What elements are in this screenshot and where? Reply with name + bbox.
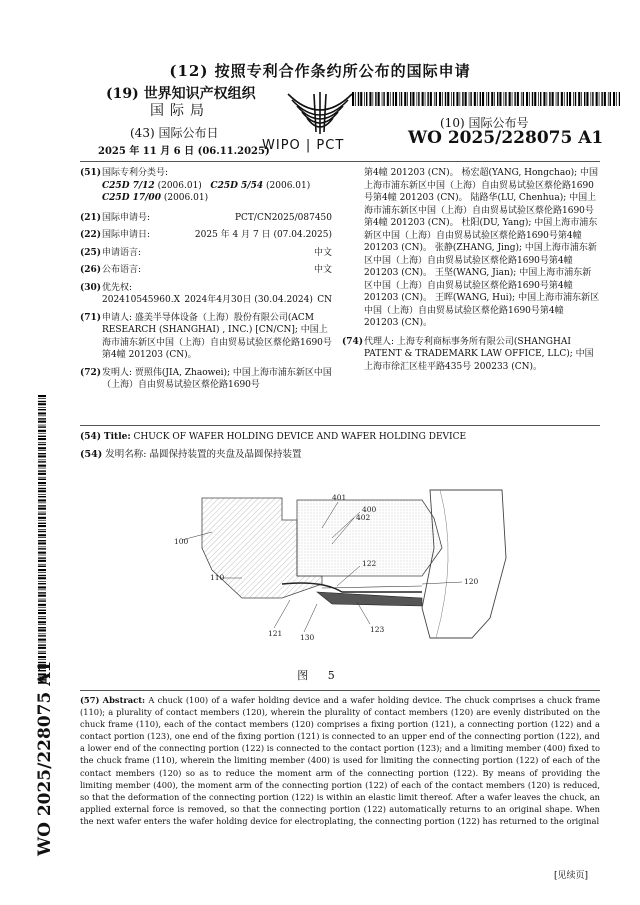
pub-date-label-text: 国际公布日: [158, 126, 219, 140]
field-51: [80, 167, 332, 205]
field-72: [80, 367, 332, 392]
field-26: [80, 264, 332, 277]
f74-code: (74): [342, 336, 364, 347]
publication-date-label: [130, 124, 218, 141]
figure-ref-label: 100: [174, 537, 189, 546]
f25-label: 申请语言:: [102, 247, 142, 258]
biblio-divider: [80, 425, 600, 426]
f26-code: (26): [80, 265, 102, 275]
f71-code: (71): [80, 312, 102, 323]
ipc-2-year: (2006.01): [266, 180, 311, 191]
f21-value: PCT/CN2025/087450: [234, 212, 332, 223]
field-30: [80, 282, 332, 307]
f26-label: 公布语言:: [102, 265, 142, 275]
f21-label: 国际申请号:: [102, 212, 151, 223]
ipc-3-year: (2006.01): [163, 193, 209, 203]
ipc-2: C25D 5/54: [210, 180, 264, 191]
title-zh-label: 发明名称:: [105, 449, 147, 460]
figure-ref-label: 110: [210, 573, 225, 582]
inventor-text: 发明人: 贾照伟(JIA, Zhaowei); 中国上海市浦东新区中国（上海）自由贸易试验区蔡伦路1690号: [102, 367, 332, 390]
contact-member-outline: [422, 490, 506, 638]
f25-code: (25): [80, 247, 102, 258]
header-divider: [80, 161, 600, 162]
title-zh-code: (54): [80, 449, 103, 460]
f26-value: 中文: [313, 265, 332, 275]
contact-portion-shape: [317, 592, 422, 606]
title-zh: 晶圆保持装置的夹盘及晶圆保持装置: [149, 449, 302, 460]
field-25: [80, 247, 332, 260]
org-bureau: 国际局: [150, 103, 210, 119]
priority-country: CN: [317, 295, 332, 305]
f22-value: 2025 年 4 月 7 日 (07.04.2025): [194, 230, 332, 240]
publication-number: WO 2025/228075 A1: [408, 128, 604, 148]
figure-divider: [80, 690, 600, 691]
org-name: 世界知识产权组织: [143, 86, 256, 102]
figure-ref-label: 120: [464, 577, 479, 586]
title-en-line: [80, 431, 600, 444]
applicant-text: 申请人: 盛美半导体设备（上海）股份有限公司(ACM RESEARCH (SHANGHAI) , INC.) [CN/CN]; 中国上海市浦东新区中国（上海）自由贸易试验区蔡伦路1690号第4幢 201203 (CN)。: [102, 312, 332, 360]
f22-label: 国际申请日:: [102, 230, 151, 240]
priority-date: 2024年4月30日 (30.04.2024): [184, 295, 313, 305]
document-kind-title: (12) 按照专利合作条约所公布的国际申请: [169, 62, 471, 80]
f21-code: (21): [80, 212, 102, 223]
agent-text: 代理人: 上海专利商标事务所有限公司(SHANGHAI PATENT & TRADEMARK LAW OFFICE, LLC); 中国上海市徐汇区桂平路435号 200233 (CN)。: [364, 336, 594, 372]
biblio-right-column: [342, 167, 600, 373]
pub-no-code: (10): [440, 116, 465, 130]
f25-value: 中文: [313, 247, 332, 258]
field-22: [80, 229, 332, 242]
top-barcode: [352, 92, 620, 106]
abstract-block: [80, 694, 600, 827]
abstract-code: (57): [80, 695, 100, 705]
figure-ref-label: 401: [332, 493, 347, 502]
ipc-1-year: (2006.01): [157, 180, 202, 191]
wipo-org-block: [106, 86, 256, 120]
figure-ref-label: 123: [370, 625, 385, 634]
svg-text:WO 2025/228075 A1: WO 2025/228075 A1: [35, 660, 55, 856]
f51-code: (51): [80, 168, 102, 178]
inventors-continued: 第4幢 201203 (CN)。 杨宏超(YANG, Hongchao); 中国上海市浦东新区中国（上海）自由贸易试验区蔡伦路1690号第4幢 201203 (CN)。 陆路华(LU, Chenhua); 中国上海市浦东新区中国（上海）自由贸易试验区蔡伦路1690号第4幢 201203 (CN)。 杜阳(DU, Yang); 中国上海市浦东新区中国（上海）自由贸易试验区蔡伦路1690号第4幢 201203 (CN)。 张静(ZHANG, Jing); 中国上海市浦东新区中国（上海）自由贸易试验区蔡伦路1690号第4幢 201203 (CN)。 王坚(WANG, Jian); 中国上海市浦东新区中国（上海）自由贸易试验区蔡伦路1690号第4幢 201203 (CN)。 王晖(WANG, Hui); 中国上海市浦东新区中国（上海）自由贸易试验区蔡伦路1690号第4幢 201203 (CN)。: [364, 168, 600, 328]
continuation-note: [见续页]: [554, 871, 589, 881]
figure-ref-label: 402: [356, 513, 371, 522]
figure-ref-label: 121: [268, 629, 283, 638]
f22-code: (22): [80, 230, 102, 240]
vertical-publication-number: [22, 620, 62, 860]
f30-label: 优先权:: [102, 282, 133, 293]
pub-no-label-text: 国际公布号: [468, 116, 529, 130]
figure-ref-label: 400: [362, 505, 377, 514]
pub-date-code: (43): [130, 126, 155, 140]
ipc-1: C25D 7/12: [102, 180, 155, 191]
f51-label: 国际专利分类号:: [102, 168, 169, 178]
title-en-label: Title:: [103, 432, 131, 442]
title-en-code: (54): [80, 432, 102, 442]
f72-code: (72): [80, 367, 102, 378]
field-74: [342, 336, 600, 374]
title-zh-line: [80, 449, 600, 462]
figure-ref-label: 130: [300, 633, 315, 642]
org-code: (19): [106, 86, 139, 102]
figure-caption: 图 5: [297, 669, 343, 682]
f30-code: (30): [80, 282, 102, 293]
abstract-label: Abstract:: [102, 695, 146, 705]
publication-date: 2025 年 11 月 6 日 (06.11.2025): [98, 146, 270, 157]
biblio-left-column: [80, 167, 332, 392]
patent-drawing-figure-5: [172, 488, 512, 648]
title-en: CHUCK OF WAFER HOLDING DEVICE AND WAFER HOLDING DEVICE: [133, 432, 467, 442]
priority-number: 202410545960.X: [102, 295, 180, 305]
figure-ref-label: 122: [362, 559, 377, 568]
wipo-pct-logotype: WIPO | PCT: [262, 138, 345, 153]
field-21: [80, 212, 332, 225]
ipc-3: C25D 17/00: [102, 193, 161, 203]
abstract-text: A chuck (100) of a wafer holding device and a wafer holding device. The chuck comprises a chuck frame (110); a plurality of contact members (120), wherein the plurality of contact members (120) are evenly distributed on the chuck frame (110), each of the contact members (120) comprises a fixing portion (121), a connecting portion (122) and a contact portion (123), one end of the fixing portion (121) is connected to an upper end of the connecting portion (122), and a lower end of the connecting portion (122) is connected to the contact portion (123); and a limiting member (400) fixed to the chuck frame (110), wherein the limiting member (400) is used for limiting the connecting portion (122) of each of the contact members (120) so as to reduce the moment arm of the connecting portion (122). By means of providing the limiting member (400), the moment arm of the connecting portion (122) of each of the contact members (120) is reduced, so that the deformation of the connecting portion (122) is within an elastic limit thereof. After a wafer leaves the chuck, an applied external force is removed, so that the connecting portion (122) automatically returns to an original shape. When the next wafer enters the wafer holding device for electroplating, the connecting portion (122) has returned to the original: [80, 695, 601, 826]
field-71: [80, 312, 332, 362]
